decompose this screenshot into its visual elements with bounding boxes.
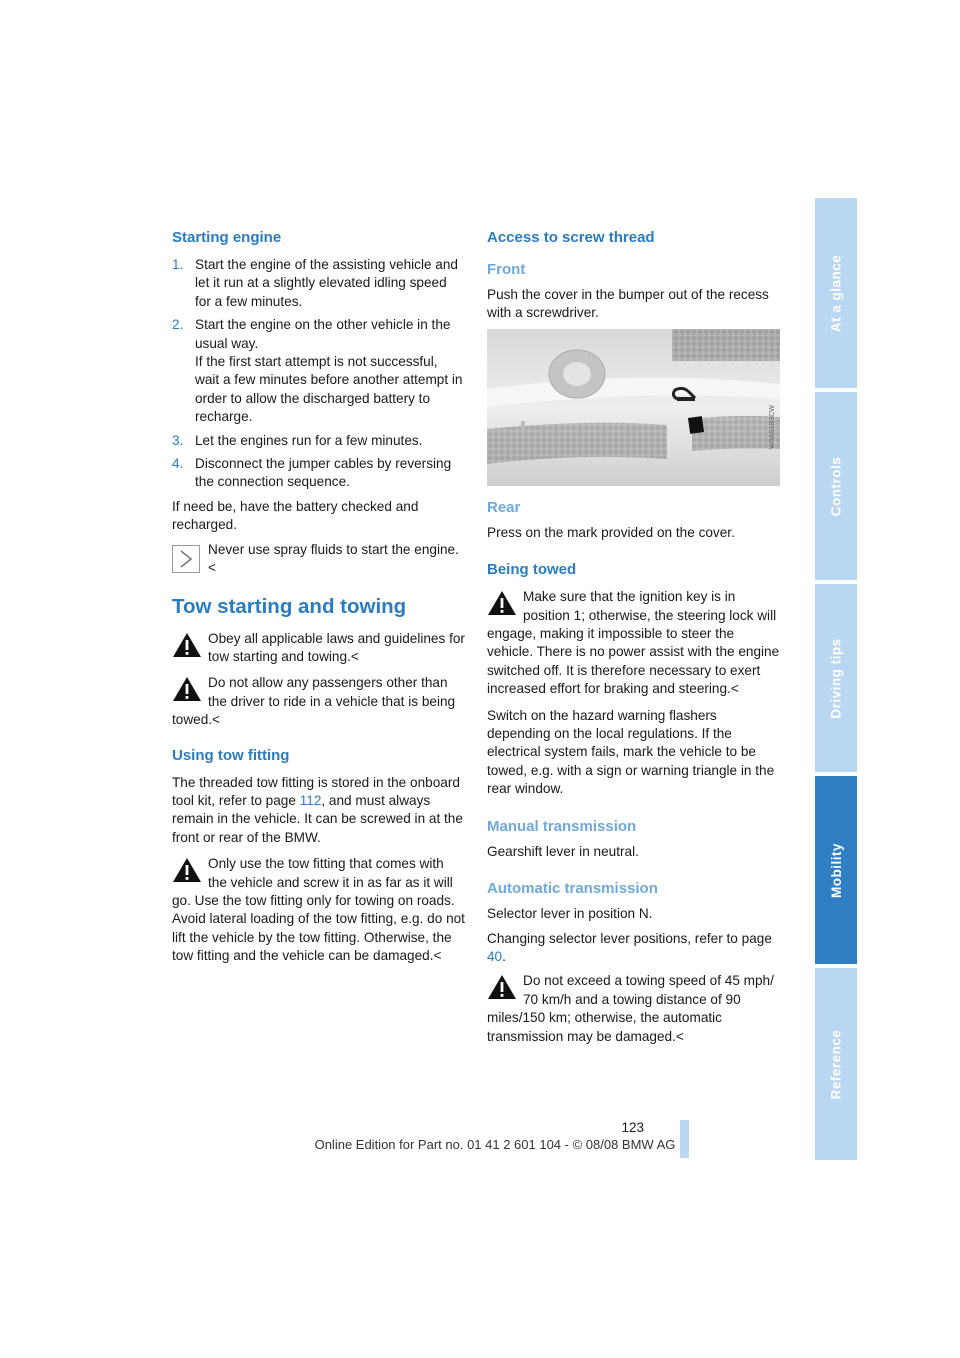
warning-laws-text: Obey all applicable laws and guidelines for tow starting and towing.< (208, 630, 465, 664)
page-number: 123 (621, 1120, 644, 1135)
battery-check-text: If need be, have the battery checked and recharged. (172, 498, 419, 533)
tab-mobility[interactable] (815, 776, 857, 964)
starting-engine-heading: Starting engine (172, 229, 282, 246)
warning-fitting-text: Only use the tow fitting that comes with the vehicle and screw it in as far as it will go. Use the tow fitting only for towing on roads. Avoid lateral loading of the tow fitting, e.g. do not lift the vehicle by the tow fitting. Otherwise, the tow fitting and the vehicle can be damaged.< (172, 856, 465, 964)
tip-arrow-icon (172, 545, 200, 573)
front-text: Push the cover in the bumper out of the recess with a screwdriver. (487, 287, 769, 321)
bumper-photo (487, 329, 780, 486)
warning-passengers (172, 674, 465, 729)
manual-transmission-text: Gearshift lever in neutral. (487, 843, 639, 859)
warning-triangle-icon (172, 857, 202, 883)
spray-tip (172, 541, 465, 578)
photo-code: W0AS1B3CW (769, 404, 776, 449)
automatic-transmission-heading: Automatic transmission (487, 880, 658, 898)
access-screw-thread-heading: Access to screw thread (487, 229, 655, 246)
warning-passengers-text: Do not allow any passengers other than the driver to ride in a vehicle that is being towed.< (172, 675, 456, 728)
chapter-tabs (815, 198, 857, 1160)
step-item (172, 256, 465, 311)
right-column (487, 228, 780, 1054)
warning-ignition-text: Make sure that the ignition key is in position 1; otherwise, the steering lock will engage, making it impossible to steer the vehicle. There is no power assist with the engine switched off. It is therefore necessary to exert increased effort for braking and steering.< (487, 589, 780, 697)
warning-triangle-icon (487, 974, 517, 1000)
using-tow-fitting-heading: Using tow fitting (172, 746, 290, 764)
warning-fitting (172, 855, 465, 965)
tab-label: At a glance (828, 254, 844, 332)
being-towed-heading: Being towed (487, 561, 577, 579)
warning-triangle-icon (172, 632, 202, 658)
step-item (172, 316, 465, 426)
step-item (172, 455, 465, 492)
tab-driving-tips[interactable] (815, 584, 857, 772)
rear-heading: Rear (487, 498, 521, 516)
changing-text-part: . (502, 948, 506, 964)
page-link-40[interactable]: 40 (487, 948, 503, 964)
footer-text: Online Edition for Part no. 01 41 2 601 104 - © 08/08 BMW AG (314, 1137, 676, 1152)
warning-ignition (487, 588, 780, 698)
spray-note-text: Never use spray fluids to start the engine.< (208, 541, 459, 576)
warning-speed (487, 972, 780, 1046)
tab-at-a-glance[interactable] (815, 198, 857, 388)
tab-reference[interactable] (815, 968, 857, 1160)
warning-triangle-icon (172, 676, 202, 702)
rear-text: Press on the mark provided on the cover. (487, 524, 735, 540)
tab-controls[interactable] (815, 392, 857, 580)
starting-steps (172, 256, 465, 492)
step-text: Start the engine of the assisting vehicle and let it run at a slightly elevated idling speed for a few minutes. (195, 257, 458, 309)
step-extra-text: If the first start attempt is not successful, wait a few minutes before another attempt in order to allow the discharged battery to recharge. (195, 354, 463, 425)
tab-label: Driving tips (828, 637, 844, 719)
front-heading: Front (487, 261, 526, 278)
step-number: 1. (172, 257, 184, 272)
using-tow-fitting-text (172, 774, 465, 848)
tab-label: Controls (828, 456, 844, 516)
manual-transmission-heading: Manual transmission (487, 817, 637, 835)
step-number: 2. (172, 317, 184, 333)
hazard-text: Switch on the hazard warning flashers depending on the local regulations. If the electrical system fails, mark the vehicle to be towed, e.g. with a sign or warning triangle in the rear window. (487, 707, 775, 797)
step-number: 4. (172, 456, 184, 472)
page-link-112[interactable]: 112 (299, 792, 322, 808)
tab-label: Reference (828, 1029, 844, 1099)
tab-label: Mobility (828, 842, 844, 898)
using-text-part: , and must always remain in the vehicle. It can be screwed in at the front or rear of the BMW. (172, 792, 463, 845)
step-item (172, 432, 465, 450)
using-text-part: The threaded tow fitting is stored in the onboard tool kit, refer to page (172, 774, 460, 808)
step-text: Disconnect the jumper cables by reversing the connection sequence. (195, 456, 452, 490)
warning-speed-text: Do not exceed a towing speed of 45 mph/ 70 km/h and a towing distance of 90 miles/150 km; otherwise, the automatic transmission may be damaged.< (487, 973, 774, 1044)
warning-triangle-icon (487, 590, 517, 616)
step-number: 3. (172, 432, 184, 448)
warning-laws (172, 630, 465, 667)
tow-starting-heading: Tow starting and towing (172, 594, 407, 618)
changing-selector-text (487, 930, 780, 967)
step-text: Let the engines run for a few minutes. (195, 432, 423, 448)
left-column (172, 228, 465, 974)
automatic-transmission-text: Selector lever in position N. (487, 906, 653, 922)
changing-text-part: Changing selector lever positions, refer to page (487, 930, 772, 946)
step-text: Start the engine on the other vehicle in the usual way. (195, 317, 451, 351)
